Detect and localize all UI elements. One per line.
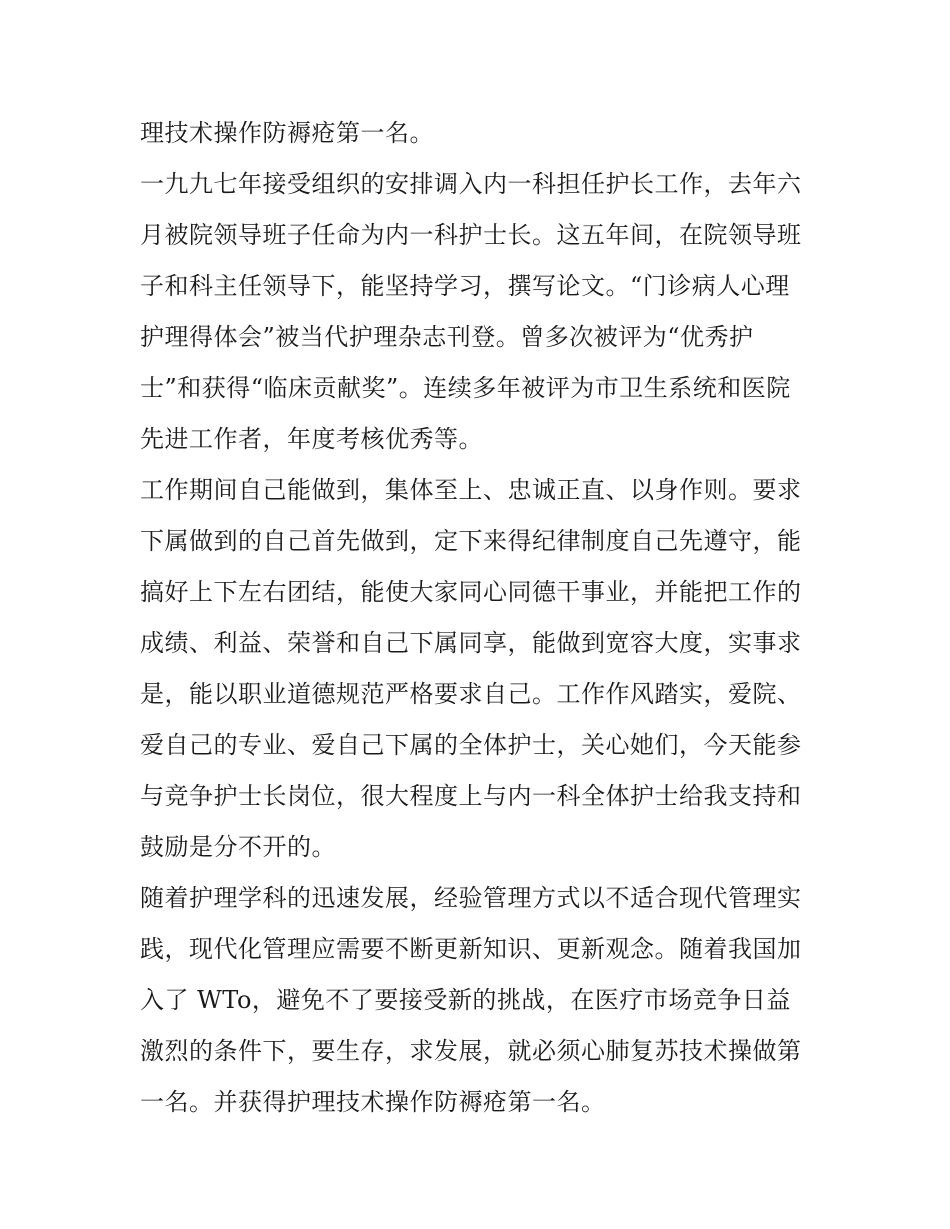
- text-line: 月被院领导班子任命为内一科护士长。这五年间，在院领导班: [140, 221, 802, 249]
- text-line: 下属做到的自己首先做到，定下来得纪律制度自己先遵守，能: [140, 527, 802, 555]
- text-line: 成绩、利益、荣誉和自己下属同享，能做到宽容大度，实事求: [140, 629, 802, 657]
- text-line: 践，现代化管理应需要不断更新知识、更新观念。随着我国加: [140, 935, 802, 963]
- text-line: 是，能以职业道德规范严格要求自己。工作作风踏实，爱院、: [140, 680, 802, 708]
- text-line: 一九九七年接受组织的安排调入内一科担任护长工作，去年六: [140, 170, 802, 198]
- paragraph-3: [140, 465, 816, 873]
- text-line: 子和科主任领导下，能坚持学习，撰写论文。“门诊病人心理: [140, 272, 790, 300]
- text-line: 入了 WTo，避免不了要接受新的挑战，在医疗市场竞争日益: [140, 986, 791, 1014]
- text-line: 激烈的条件下，要生存，求发展，就必须心肺复苏技术操做第: [140, 1037, 802, 1065]
- text-line: 一名。并获得护理技术操作防褥疮第一名。: [140, 1088, 606, 1116]
- text-line: 搞好上下左右团结，能使大家同心同德干事业，并能把工作的: [140, 578, 802, 606]
- paragraph-1: [140, 108, 816, 159]
- text-line: 工作期间自己能做到，集体至上、忠诚正直、以身作则。要求: [140, 476, 802, 504]
- paragraph-4: [140, 873, 816, 1128]
- paragraph-2: [140, 159, 816, 465]
- text-line: 先进工作者，年度考核优秀等。: [140, 425, 483, 453]
- text-line: 鼓励是分不开的。: [140, 833, 336, 861]
- document-body: [140, 108, 816, 1128]
- text-line: 爱自己的专业、爱自己下属的全体护士，关心她们，今天能参: [140, 731, 802, 759]
- text-line: 护理得体会”被当代护理杂志刊登。曾多次被评为“优秀护: [140, 323, 754, 351]
- text-line: 随着护理学科的迅速发展，经验管理方式以不适合现代管理实: [140, 884, 802, 912]
- text-line: 理技术操作防褥疮第一名。: [140, 119, 434, 147]
- text-line: 与竞争护士长岗位，很大程度上与内一科全体护士给我支持和: [140, 782, 802, 810]
- text-line: 士”和获得“临床贡献奖”。连续多年被评为市卫生系统和医院: [140, 374, 791, 402]
